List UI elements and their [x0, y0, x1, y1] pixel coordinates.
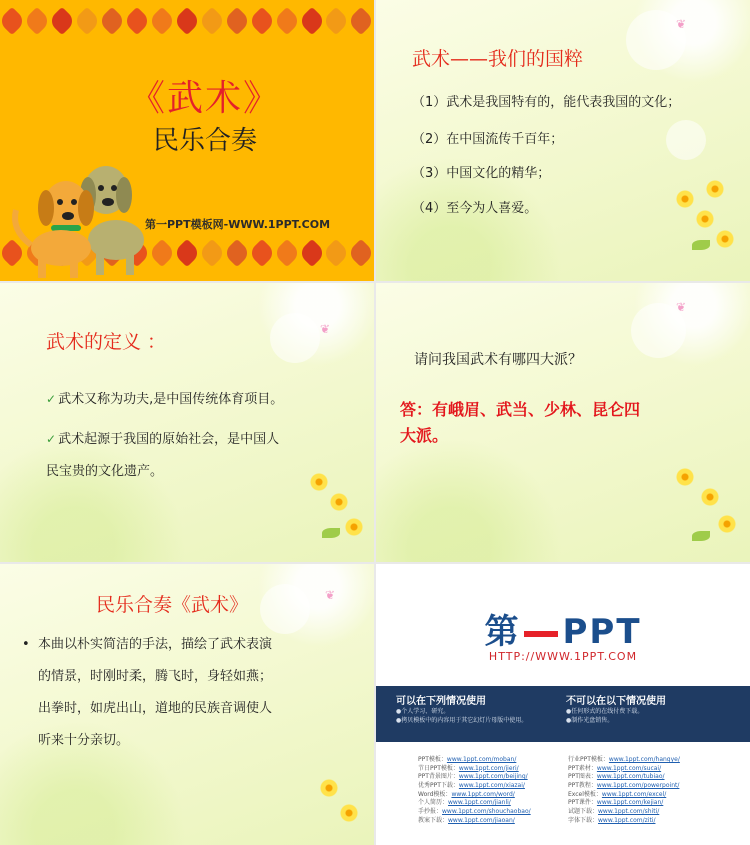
slide-2-item-1: （1）武术是我国特有的，能代表我国的文化；: [412, 95, 681, 110]
resource-link-label: 教案下载：: [418, 816, 449, 824]
maple-leaf-icon: [272, 239, 300, 267]
butterfly-icon: ❦: [325, 588, 336, 602]
slide-1-site-credit: 第一PPT模板网-WWW.1PPT.COM: [145, 218, 331, 231]
resource-link-label: 节日PPT模板：: [418, 764, 459, 772]
resource-link-row: [568, 756, 680, 765]
flower-icon: [320, 779, 338, 797]
slide-4-answer-line-2: 大派。: [400, 426, 449, 445]
slide-2-heading: 武术——我们的国粹: [412, 48, 584, 70]
maple-leaf-icon: [223, 7, 251, 35]
resource-link-row: [418, 799, 531, 808]
flower-icon: [345, 518, 363, 536]
resource-link-label: Excel模板：: [568, 790, 602, 798]
slide-3-item-2-text: 武术起源于我国的原始社会，是中国人: [58, 432, 280, 447]
butterfly-icon: ❦: [320, 322, 331, 336]
resource-link-label: Word模板：: [418, 790, 452, 798]
slide-2-item-4: （4）至今为人喜爱。: [412, 201, 538, 216]
slide-2-item-3: （3）中国文化的精华；: [412, 166, 551, 181]
resource-link-label: PPT模板：: [418, 756, 447, 763]
can-use-heading: 可以在下列情况使用: [396, 696, 486, 707]
can-use-item: ●拷贝模板中的内容用于其它幻灯片母版中使用。: [396, 717, 528, 724]
slide-1-title-text: 《武术》: [128, 78, 281, 119]
maple-leaf-icon: [98, 7, 126, 35]
flower-icon: [701, 488, 719, 506]
maple-leaf-icon: [23, 7, 51, 35]
maple-leaf-icon: [48, 7, 76, 35]
resource-link-label: PPT背景图片：: [418, 773, 459, 781]
resource-link[interactable]: www.1ppt.com/word/: [451, 790, 515, 798]
resource-link-row: [418, 782, 531, 791]
resource-link[interactable]: www.1ppt.com/jianli/: [448, 799, 511, 807]
resource-link[interactable]: www.1ppt.com/jiaoan/: [448, 816, 515, 824]
resource-link[interactable]: www.1ppt.com/shouchaobao/: [442, 808, 531, 816]
cannot-use-column: [566, 692, 666, 725]
butterfly-icon: ❦: [676, 300, 687, 314]
resource-link-row: [418, 773, 531, 782]
flower-icon: [340, 804, 358, 822]
maple-leaf-icon: [123, 7, 151, 35]
slide-1-title[interactable]: [0, 0, 374, 281]
maple-leaf-icon: [248, 239, 276, 267]
resource-link[interactable]: www.1ppt.com/ziti/: [598, 816, 656, 824]
slide-5-line-4: 听来十分亲切。: [38, 733, 130, 748]
resource-link-row: [418, 756, 531, 765]
slide-5-bullet: •: [22, 637, 30, 652]
slide-5-content[interactable]: [0, 564, 374, 845]
resource-link-row: [568, 782, 680, 791]
resource-link-row: [568, 773, 680, 782]
slide-4-content[interactable]: [376, 283, 750, 562]
resource-link-label: 行业PPT模板：: [568, 756, 609, 763]
maple-leaf-icon: [173, 7, 201, 35]
slide-5-line-1: 本曲以朴实简洁的手法，描绘了武术表演: [38, 637, 273, 652]
first-ppt-logo: [376, 604, 750, 653]
maple-leaf-icon: [0, 7, 27, 35]
leaf-icon: [322, 528, 340, 538]
slide-3-item-1-text: 武术又称为功夫,是中国传统体育项目。: [58, 392, 284, 407]
maple-leaf-icon: [198, 239, 226, 267]
slide-3-item-2-cont: 民宝贵的文化遗产。: [46, 464, 164, 479]
maple-leaf-icon: [272, 7, 300, 35]
flower-icon: [716, 230, 734, 248]
slide-2-content[interactable]: [376, 0, 750, 281]
butterfly-icon: ❦: [676, 17, 687, 31]
resource-link-label: PPT图表：: [568, 773, 597, 781]
resource-link-label: 试题下载：: [568, 808, 599, 816]
resource-link[interactable]: www.1ppt.com/powerpoint/: [596, 782, 680, 790]
can-use-column: [396, 692, 527, 725]
resource-link-label: PPT教程：: [568, 782, 597, 790]
resource-link[interactable]: www.1ppt.com/shiti/: [598, 808, 660, 816]
slide-6-credits[interactable]: [376, 564, 750, 845]
maple-leaf-icon: [297, 239, 325, 267]
resource-link[interactable]: www.1ppt.com/xiazai/: [458, 782, 525, 790]
resource-link-row: [418, 817, 531, 826]
maple-leaf-icon: [148, 7, 176, 35]
links-left: [418, 756, 531, 826]
maple-leaf-icon: [198, 7, 226, 35]
slide-1-subtitle: 民乐合奏: [152, 126, 257, 156]
leaf-icon: [692, 240, 710, 250]
logo-url: HTTP://WWW.1PPT.COM: [488, 650, 638, 663]
resource-link[interactable]: www.1ppt.com/hangye/: [608, 756, 680, 763]
checkmark-icon: ✓: [46, 432, 57, 446]
resource-link[interactable]: www.1ppt.com/beijing/: [458, 773, 528, 781]
resource-link[interactable]: www.1ppt.com/tubiao/: [596, 773, 665, 781]
resource-link-row: [568, 808, 680, 817]
slide-5-line-3: 出拳时，如虎出山，道地的民族音调使人: [38, 701, 273, 716]
slide-5-line-2: 的情景，时刚时柔，腾飞时，身轻如燕；: [38, 669, 273, 684]
flower-icon: [718, 515, 736, 533]
flower-icon: [676, 468, 694, 486]
resource-link-row: [568, 817, 680, 826]
usage-terms-band: [376, 686, 750, 742]
slide-4-question: 请问我国武术有哪四大派？: [414, 352, 582, 368]
flower-icon: [330, 493, 348, 511]
maple-leaf-border-top: [0, 6, 374, 36]
cannot-use-item: ●制作光盘销售。: [566, 717, 614, 724]
decorative-bokeh: [270, 313, 320, 363]
cartoon-dogs-illustration: [6, 150, 156, 280]
slide-4-answer-line-1: 答：有峨眉、武当、少林、昆仑四: [400, 400, 641, 419]
resource-link-label: 优秀PPT下载：: [418, 782, 459, 790]
resource-link[interactable]: www.1ppt.com/sucai/: [596, 764, 662, 772]
maple-leaf-icon: [173, 239, 201, 267]
maple-leaf-icon: [223, 239, 251, 267]
leaf-icon: [692, 531, 710, 541]
resource-link[interactable]: www.1ppt.com/jieri/: [458, 764, 519, 772]
resource-link[interactable]: www.1ppt.com/moban/: [446, 756, 517, 763]
decorative-bokeh: [666, 120, 706, 160]
slide-3-content[interactable]: [0, 283, 374, 562]
maple-leaf-icon: [322, 239, 350, 267]
slide-5-heading: 民乐合奏《武术》: [96, 594, 249, 616]
logo-dash: [524, 631, 558, 637]
resource-link-label: PPT素材：: [568, 764, 597, 772]
slide-2-item-2: （2）在中国流传千百年；: [412, 132, 564, 147]
resource-link[interactable]: www.1ppt.com/excel/: [601, 790, 667, 798]
flower-icon: [676, 190, 694, 208]
maple-leaf-icon: [347, 239, 374, 267]
cannot-use-heading: 不可以在以下情况使用: [566, 696, 666, 707]
maple-leaf-icon: [347, 7, 374, 35]
links-right: [568, 756, 680, 826]
flower-icon: [310, 473, 328, 491]
checkmark-icon: ✓: [46, 392, 57, 406]
logo-ppt: PPT: [562, 612, 642, 652]
maple-leaf-icon: [73, 7, 101, 35]
flower-icon: [706, 180, 724, 198]
resource-link-label: 手抄报：: [418, 808, 443, 816]
slide-3-heading: 武术的定义 ：: [46, 331, 167, 353]
resource-link-label: PPT课件：: [568, 799, 597, 807]
resource-link-label: 个人简历：: [418, 799, 449, 807]
can-use-item: ●个人学习、研究。: [396, 708, 450, 715]
flower-icon: [696, 210, 714, 228]
slide-3-item-1: [46, 391, 283, 409]
decorative-bokeh: [260, 584, 310, 634]
resource-link-label: 字体下载：: [568, 816, 599, 824]
resource-link[interactable]: www.1ppt.com/kejian/: [596, 799, 664, 807]
slide-3-item-2: [46, 431, 279, 449]
cannot-use-item: ●任何形式的在线付费下载。: [566, 708, 644, 715]
maple-leaf-icon: [297, 7, 325, 35]
resource-link-row: [418, 808, 531, 817]
logo-char: 第: [484, 612, 521, 652]
resource-link-row: [568, 799, 680, 808]
maple-leaf-icon: [322, 7, 350, 35]
maple-leaf-icon: [248, 7, 276, 35]
